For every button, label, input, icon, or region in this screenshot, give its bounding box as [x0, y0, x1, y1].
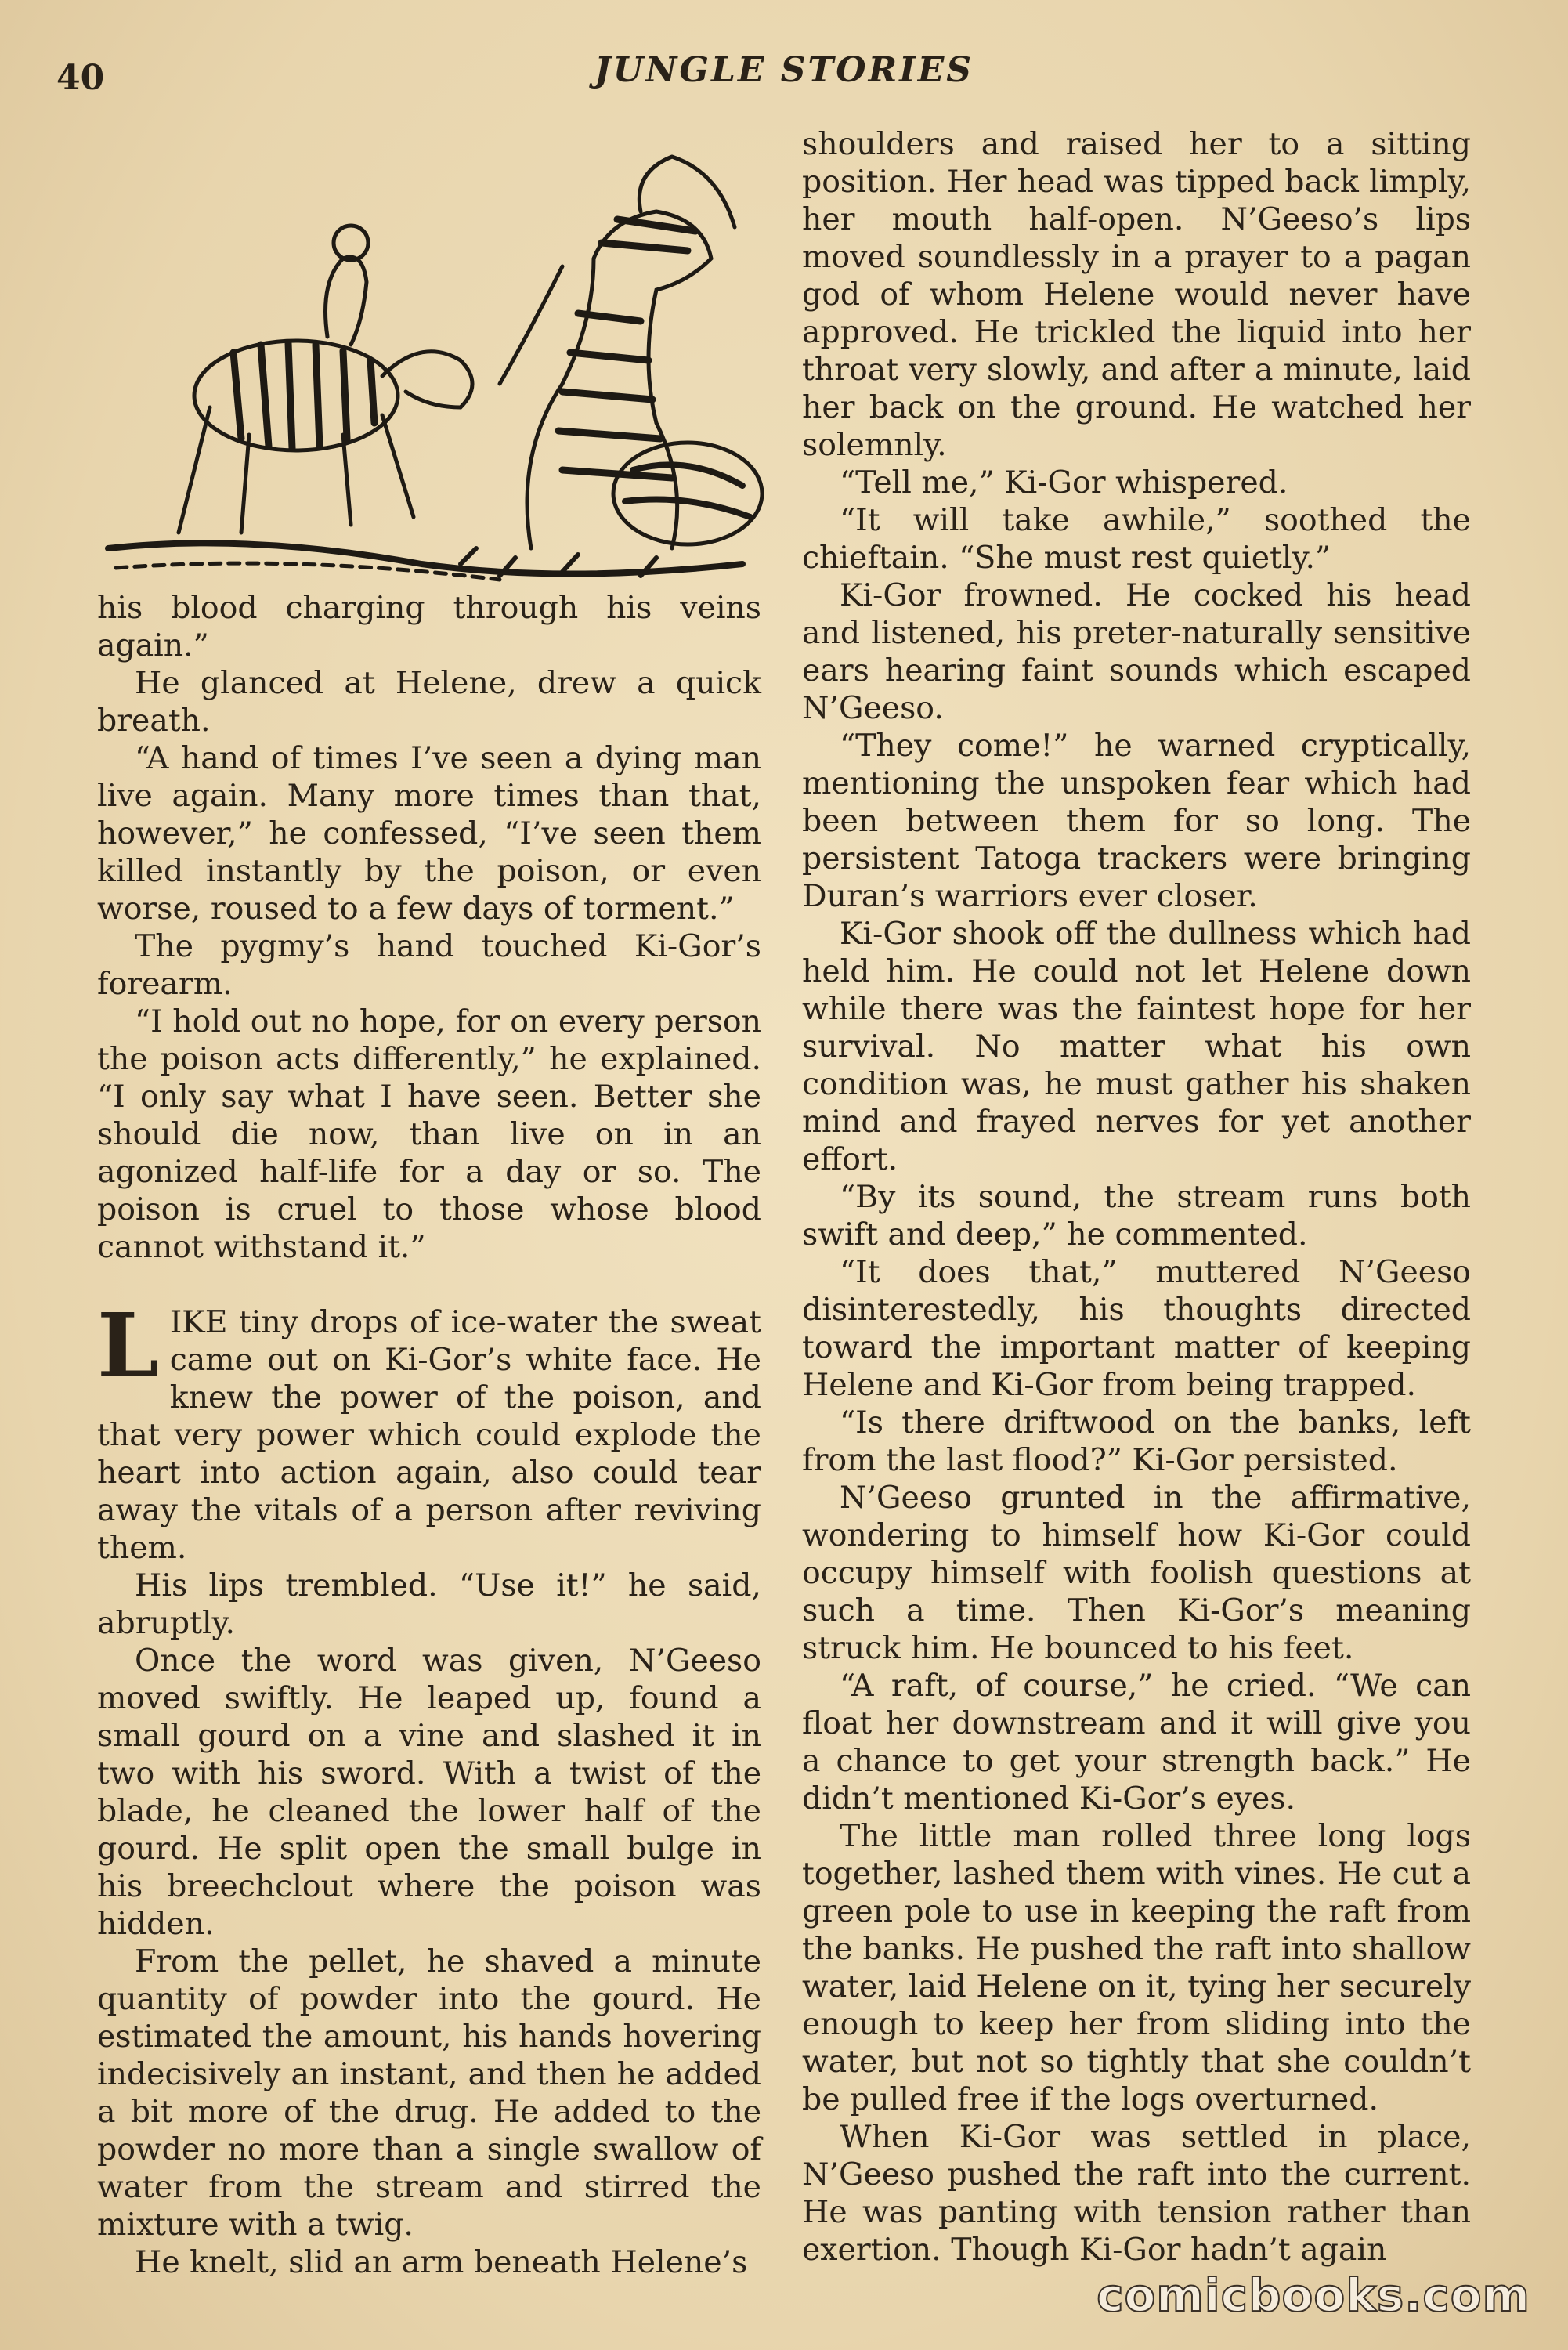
paragraph: “A raft, of course,” he cried. “We can float her downstream and it will give you a chance to get your strength back.” He didn’t mentioned Ki-Gor’s eyes.: [802, 1668, 1471, 1817]
paragraph: his blood charging through his veins again.”: [97, 590, 761, 663]
paragraph: The pygmy’s hand touched Ki-Gor’s forearm.: [97, 928, 761, 1002]
paragraph: “I hold out no hope, for on every person the poison acts differently,” he explained. “I only say what I have seen. Better she should die now, than live on in an agonized half-life for a day or so. The poison is cruel to those whose blood cannot withstand it.”: [97, 1003, 761, 1265]
paragraph-text: IKE tiny drops of ice-water the sweat came out on Ki-Gor’s white face. He knew the power of the poison, and that very power which could explode the heart into action again, also could tear away the vitals of a person after reviving them.: [97, 1304, 761, 1566]
paragraph: “They come!” he warned cryptically, mentioning the unspoken fear which had been between them for so long. The persistent Tatoga trackers were bringing Duran’s warriors ever closer.: [802, 728, 1471, 914]
paragraph: Ki-Gor shook off the dullness which had held him. He could not let Helene down while there was the faintest hope for her survival. No matter what his own condition was, he must gather his shaken mind and frayed nerves for yet another effort.: [802, 916, 1471, 1177]
paragraph: N’Geeso grunted in the affirmative, wondering to himself how Ki-Gor could occupy himself with foolish questions at such a time. Then Ki-Gor’s meaning struck him. He bounced to his feet.: [802, 1480, 1471, 1666]
watermark-logo: comicbooks.com: [1097, 2269, 1530, 2322]
paragraph: shoulders and raised her to a sitting position. Her head was tipped back limply, her mouth half-open. N’Geeso’s lips moved soundlessly in a prayer to a pagan god of whom Helene would never have approved. He trickled the liquid into her throat very slowly, and after a minute, laid her back on the ground. He watched her solemnly.: [802, 126, 1471, 463]
right-column: [802, 125, 1471, 2269]
paragraph: When Ki-Gor was settled in place, N’Geeso pushed the raft into the current. He was panting with tension rather than exertion. Though Ki-Gor hadn’t again: [802, 2119, 1471, 2268]
paragraph: “Tell me,” Ki-Gor whispered.: [840, 465, 1288, 501]
paragraph: “A hand of times I’ve seen a dying man live again. Many more times than that, however,” he confessed, “I’ve seen them killed instantly by the poison, or even worse, roused to a few days of torment.”: [97, 740, 761, 927]
page-number: 40: [56, 58, 105, 98]
running-title: JUNGLE STORIES: [594, 50, 974, 90]
paragraph: He glanced at Helene, drew a quick breath.: [97, 665, 761, 739]
paragraph: His lips trembled. “Use it!” he said, abruptly.: [97, 1567, 761, 1641]
paragraph: [97, 1295, 761, 1567]
paragraph: Ki-Gor frowned. He cocked his head and listened, his preter-naturally sensitive ears hearing faint sounds which escaped N’Geeso.: [802, 577, 1471, 726]
paragraph: “It will take awhile,” soothed the chieftain. “She must rest quietly.”: [802, 502, 1471, 576]
section-break: [97, 1266, 761, 1303]
paragraph: “By its sound, the stream runs both swift and deep,” he commented.: [802, 1179, 1471, 1253]
paragraph: “It does that,” muttered N’Geeso disinterestedly, his thoughts directed toward the important matter of keeping Helene and Ki-Gor from being trapped.: [802, 1254, 1471, 1403]
drop-cap: L: [97, 1295, 159, 1397]
zebra-illustration: [92, 125, 764, 588]
left-column: [97, 125, 761, 2281]
paragraph: Once the word was given, N’Geeso moved swiftly. He leaped up, found a small gourd on a vine and slashed it in two with his sword. With a twist of the blade, he cleaned the lower half of the gourd. He split open the small bulge in his breechclout where the poison was hidden.: [97, 1643, 761, 1942]
paragraph: The little man rolled three long logs together, lashed them with vines. He cut a green pole to use in keeping the raft from the banks. He pushed the raft into shallow water, laid Helene on it, tying her securely enough to keep her from sliding into the water, but not so tightly that she couldn’t be pulled free if the logs overturned.: [802, 1818, 1471, 2117]
paragraph: “Is there driftwood on the banks, left from the last flood?” Ki-Gor persisted.: [802, 1405, 1471, 1478]
paragraph: From the pellet, he shaved a minute quantity of powder into the gourd. He estimated the amount, his hands hovering indecisively an instant, and then he added a bit more of the drug. He added to the powder no more than a single swallow of water from the stream and stirred the mixture with a twig.: [97, 1943, 761, 2243]
paragraph: He knelt, slid an arm beneath Helene’s: [135, 2244, 748, 2280]
